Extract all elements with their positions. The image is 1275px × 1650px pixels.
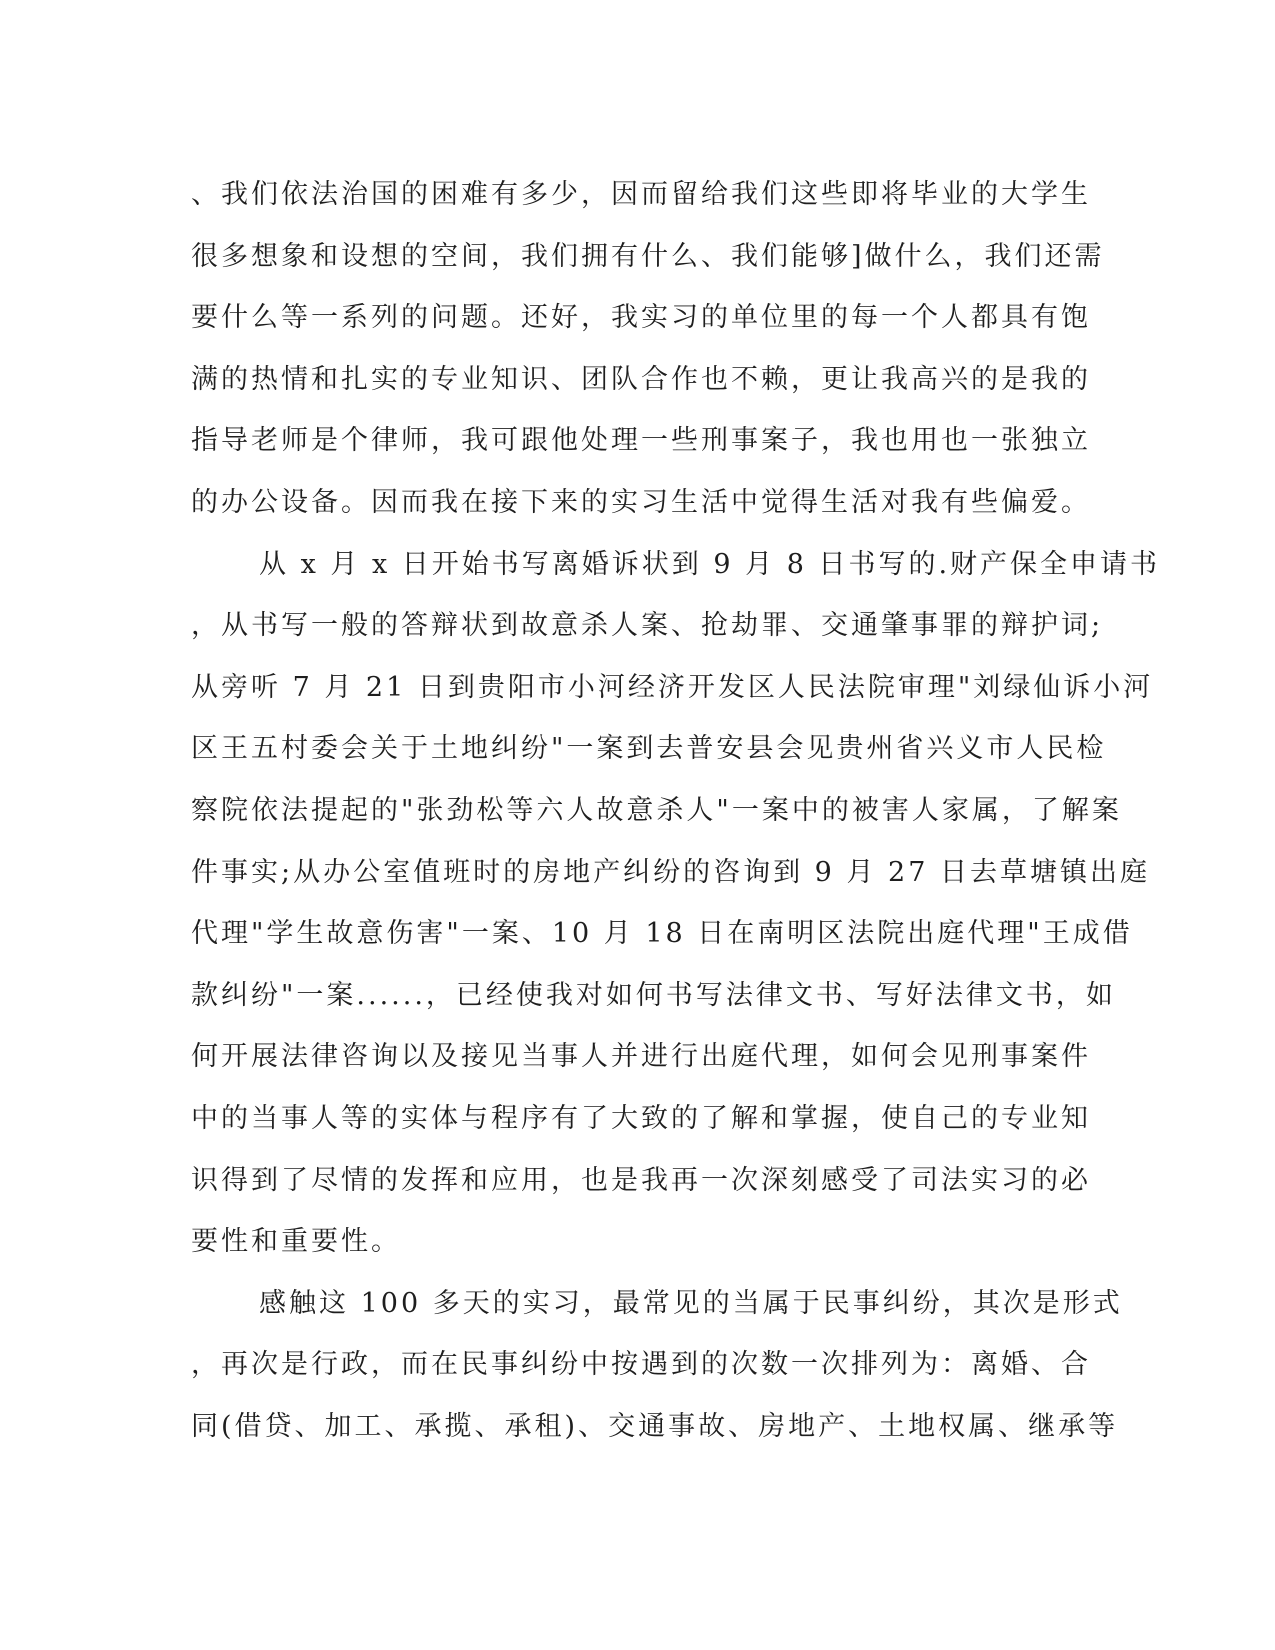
text-line: 指导老师是个律师，我可跟他处理一些刑事案子，我也用也一张独立 — [191, 425, 1091, 457]
text-line: 察院依法提起的"张劲松等六人故意杀人"一案中的被害人家属，了解案 — [191, 794, 1122, 826]
text-line: 从 x 月 x 日开始书写离婚诉状到 9 月 8 日书写的.财产保全申请书 — [259, 548, 1161, 580]
paragraph-3 — [191, 1273, 1123, 1458]
text-line: 很多想象和设想的空间，我们拥有什么、我们能够]做什么，我们还需 — [191, 240, 1105, 272]
text-line: 区王五村委会关于土地纠纷"一案到去普安县会见贵州省兴义市人民检 — [191, 733, 1107, 765]
paragraph-1 — [191, 164, 1105, 534]
text-line: ，从书写一般的答辩状到故意杀人案、抢劫罪、交通肇事罪的辩护词; — [191, 610, 1104, 642]
text-line: 感触这 100 多天的实习，最常见的当属于民事纠纷，其次是形式 — [259, 1287, 1123, 1319]
text-line: 件事实;从办公室值班时的房地产纠纷的咨询到 9 月 27 日去草塘镇出庭 — [191, 856, 1150, 888]
text-line: 满的热情和扎实的专业知识、团队合作也不赖，更让我高兴的是我的 — [191, 363, 1091, 395]
text-line: 何开展法律咨询以及接见当事人并进行出庭代理，如何会见刑事案件 — [191, 1041, 1091, 1073]
text-line: 的办公设备。因而我在接下来的实习生活中觉得生活对我有些偏爱。 — [191, 486, 1091, 518]
text-line: 中的当事人等的实体与程序有了大致的了解和掌握，使自己的专业知 — [191, 1102, 1091, 1134]
text-line: 要什么等一系列的问题。还好，我实习的单位里的每一个人都具有饱 — [191, 302, 1091, 334]
text-line: 代理"学生故意伤害"一案、10 月 18 日在南明区法院出庭代理"王成借 — [191, 918, 1133, 950]
text-line: 款纠纷"一案......，已经使我对如何书写法律文书、写好法律文书，如 — [191, 979, 1116, 1011]
text-line: 、我们依法治国的困难有多少，因而留给我们这些即将毕业的大学生 — [191, 179, 1091, 210]
paragraph-2 — [191, 534, 1161, 1273]
text-line: 从旁听 7 月 21 日到贵阳市小河经济开发区人民法院审理"刘绿仙诉小河 — [191, 671, 1154, 703]
text-line: 识得到了尽情的发挥和应用，也是我再一次深刻感受了司法实习的必 — [191, 1164, 1091, 1196]
text-line: 要性和重要性。 — [191, 1226, 401, 1258]
text-line: 同(借贷、加工、承揽、承租)、交通事故、房地产、土地权属、继承等 — [191, 1410, 1119, 1442]
text-line: ，再次是行政，而在民事纠纷中按遇到的次数一次排列为：离婚、合 — [191, 1349, 1091, 1381]
document-body — [191, 164, 1161, 1457]
